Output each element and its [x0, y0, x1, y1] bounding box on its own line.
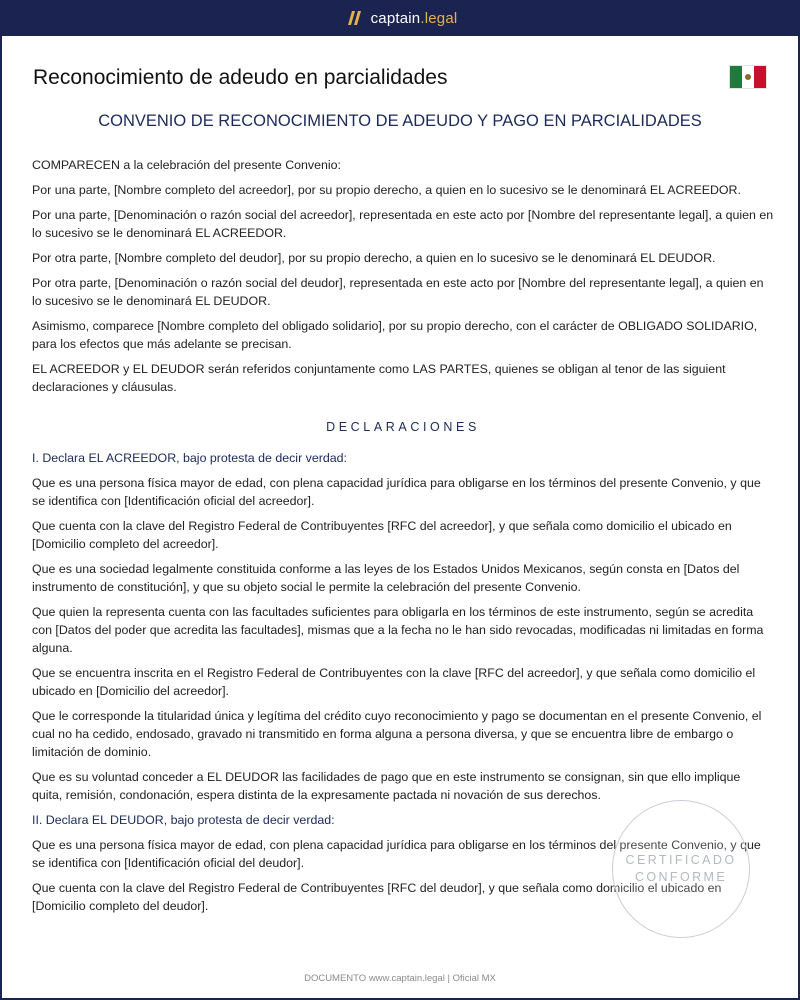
paragraph: Que se encuentra inscrita en el Registro Federal de Contribuyentes con la clave [RFC del acreedor], y que señala como domicilio el ubicado en [Domicilio del acreedor]. — [32, 666, 756, 698]
certificado-stamp — [612, 800, 750, 938]
paragraph: Asimismo, comparece [Nombre completo del obligado solidario], por su propio derecho, con el carácter de OBLIGADO SOLIDARIO, para los efectos que más adelante se precisan. — [32, 319, 758, 351]
paragraph: EL ACREEDOR y EL DEUDOR serán referidos conjuntamente como LAS PARTES, quienes se obligan al tenor de las siguient declaraciones y cláusulas. — [32, 362, 726, 394]
mexico-flag-icon — [729, 65, 767, 89]
paragraph: Por una parte, [Denominación o razón social del acreedor], representada en este acto por [Nombre del representante legal], a quien en lo sucesivo se le denominará EL ACREEDOR. — [32, 208, 774, 240]
top-bar — [0, 0, 800, 36]
declaraciones-heading: DECLARACIONES — [326, 420, 480, 434]
footer: DOCUMENTO www.captain.legal | Oficial MX — [304, 973, 496, 984]
stamp-line2: CONFORME — [634, 870, 728, 884]
paragraph: COMPARECEN a la celebración del presente Convenio: — [32, 158, 341, 172]
paragraph: Que cuenta con la clave del Registro Federal de Contribuyentes [RFC del acreedor], y que señala como domicilio el ubicado en [Domicilio completo del acreedor]. — [32, 519, 732, 551]
acreedor-heading: I. Declara EL ACREEDOR, bajo protesta de decir verdad: — [32, 451, 347, 465]
brand[interactable] — [343, 10, 458, 27]
paragraph: Que es una persona física mayor de edad, con plena capacidad jurídica para obligarse en los términos del presente Convenio, y que se identifica con [Identificación oficial del acreedor]. — [32, 476, 761, 508]
document-page — [2, 36, 798, 998]
paragraph: Que quien la representa cuenta con las facultades suficientes para obligarla en los términos de este instrumento, según se acredita con [Datos del poder que acredita las facultades], mismas que a la fecha no le han sido revocadas, modificadas ni limitadas en forma alguna. — [32, 605, 764, 655]
convenio-title: CONVENIO DE RECONOCIMIENTO DE ADEUDO Y PAGO EN PARCIALIDADES — [98, 112, 702, 130]
paragraph: Por otra parte, [Denominación o razón social del deudor], representada en este acto por [Nombre del representante legal], a quien en lo sucesivo se le denominará EL DEUDOR. — [32, 276, 764, 308]
paragraph: Por otra parte, [Nombre completo del deudor], por su propio derecho, a quien en lo sucesivo se le denominará EL DEUDOR. — [32, 251, 716, 265]
paragraph: Que cuenta con la clave del Registro Federal de Contribuyentes [RFC del deudor], y que señala como domicilio el ubicado en [Domicilio completo del deudor]. — [32, 881, 722, 913]
deudor-heading: II. Declara EL DEUDOR, bajo protesta de decir verdad: — [32, 813, 335, 827]
stamp-line1: CERTIFICADO — [625, 853, 737, 867]
paragraph: Que es una sociedad legalmente constituida conforme a las leyes de los Estados Unidos Mexicanos, según consta en [Datos del instrumento de constitución], y que su objeto social le permite la celebración del presente Convenio. — [32, 562, 740, 594]
double-slash-logo-icon — [343, 10, 363, 26]
paragraph: Que es su voluntad conceder a EL DEUDOR las facilidades de pago que en este instrumento se consignan, sin que ello implique quita, remisión, condonación, espera distinta de la expresamente pactada ni novación de sus derechos. — [32, 770, 741, 802]
paragraph: Que es una persona física mayor de edad, con plena capacidad jurídica para obligarse en los términos del presente Convenio, y que se identifica con [Identificación oficial del deudor]. — [32, 838, 761, 870]
paragraph: Por una parte, [Nombre completo del acreedor], por su propio derecho, a quien en lo sucesivo se le denominará EL ACREEDOR. — [32, 183, 741, 197]
brand-name: captain.legal — [370, 9, 458, 27]
document-title: Reconocimiento de adeudo en parcialidades — [33, 66, 448, 89]
paragraph: Que le corresponde la titularidad única y legítima del crédito cuyo reconocimiento y pago se documentan en el presente Convenio, el cual no ha cedido, endosado, gravado ni transmitido en forma alguna a persona diversa, y que se encuentra libre de embargo o limitación de dominio. — [32, 709, 762, 759]
brand-tld: .legal — [420, 9, 458, 27]
